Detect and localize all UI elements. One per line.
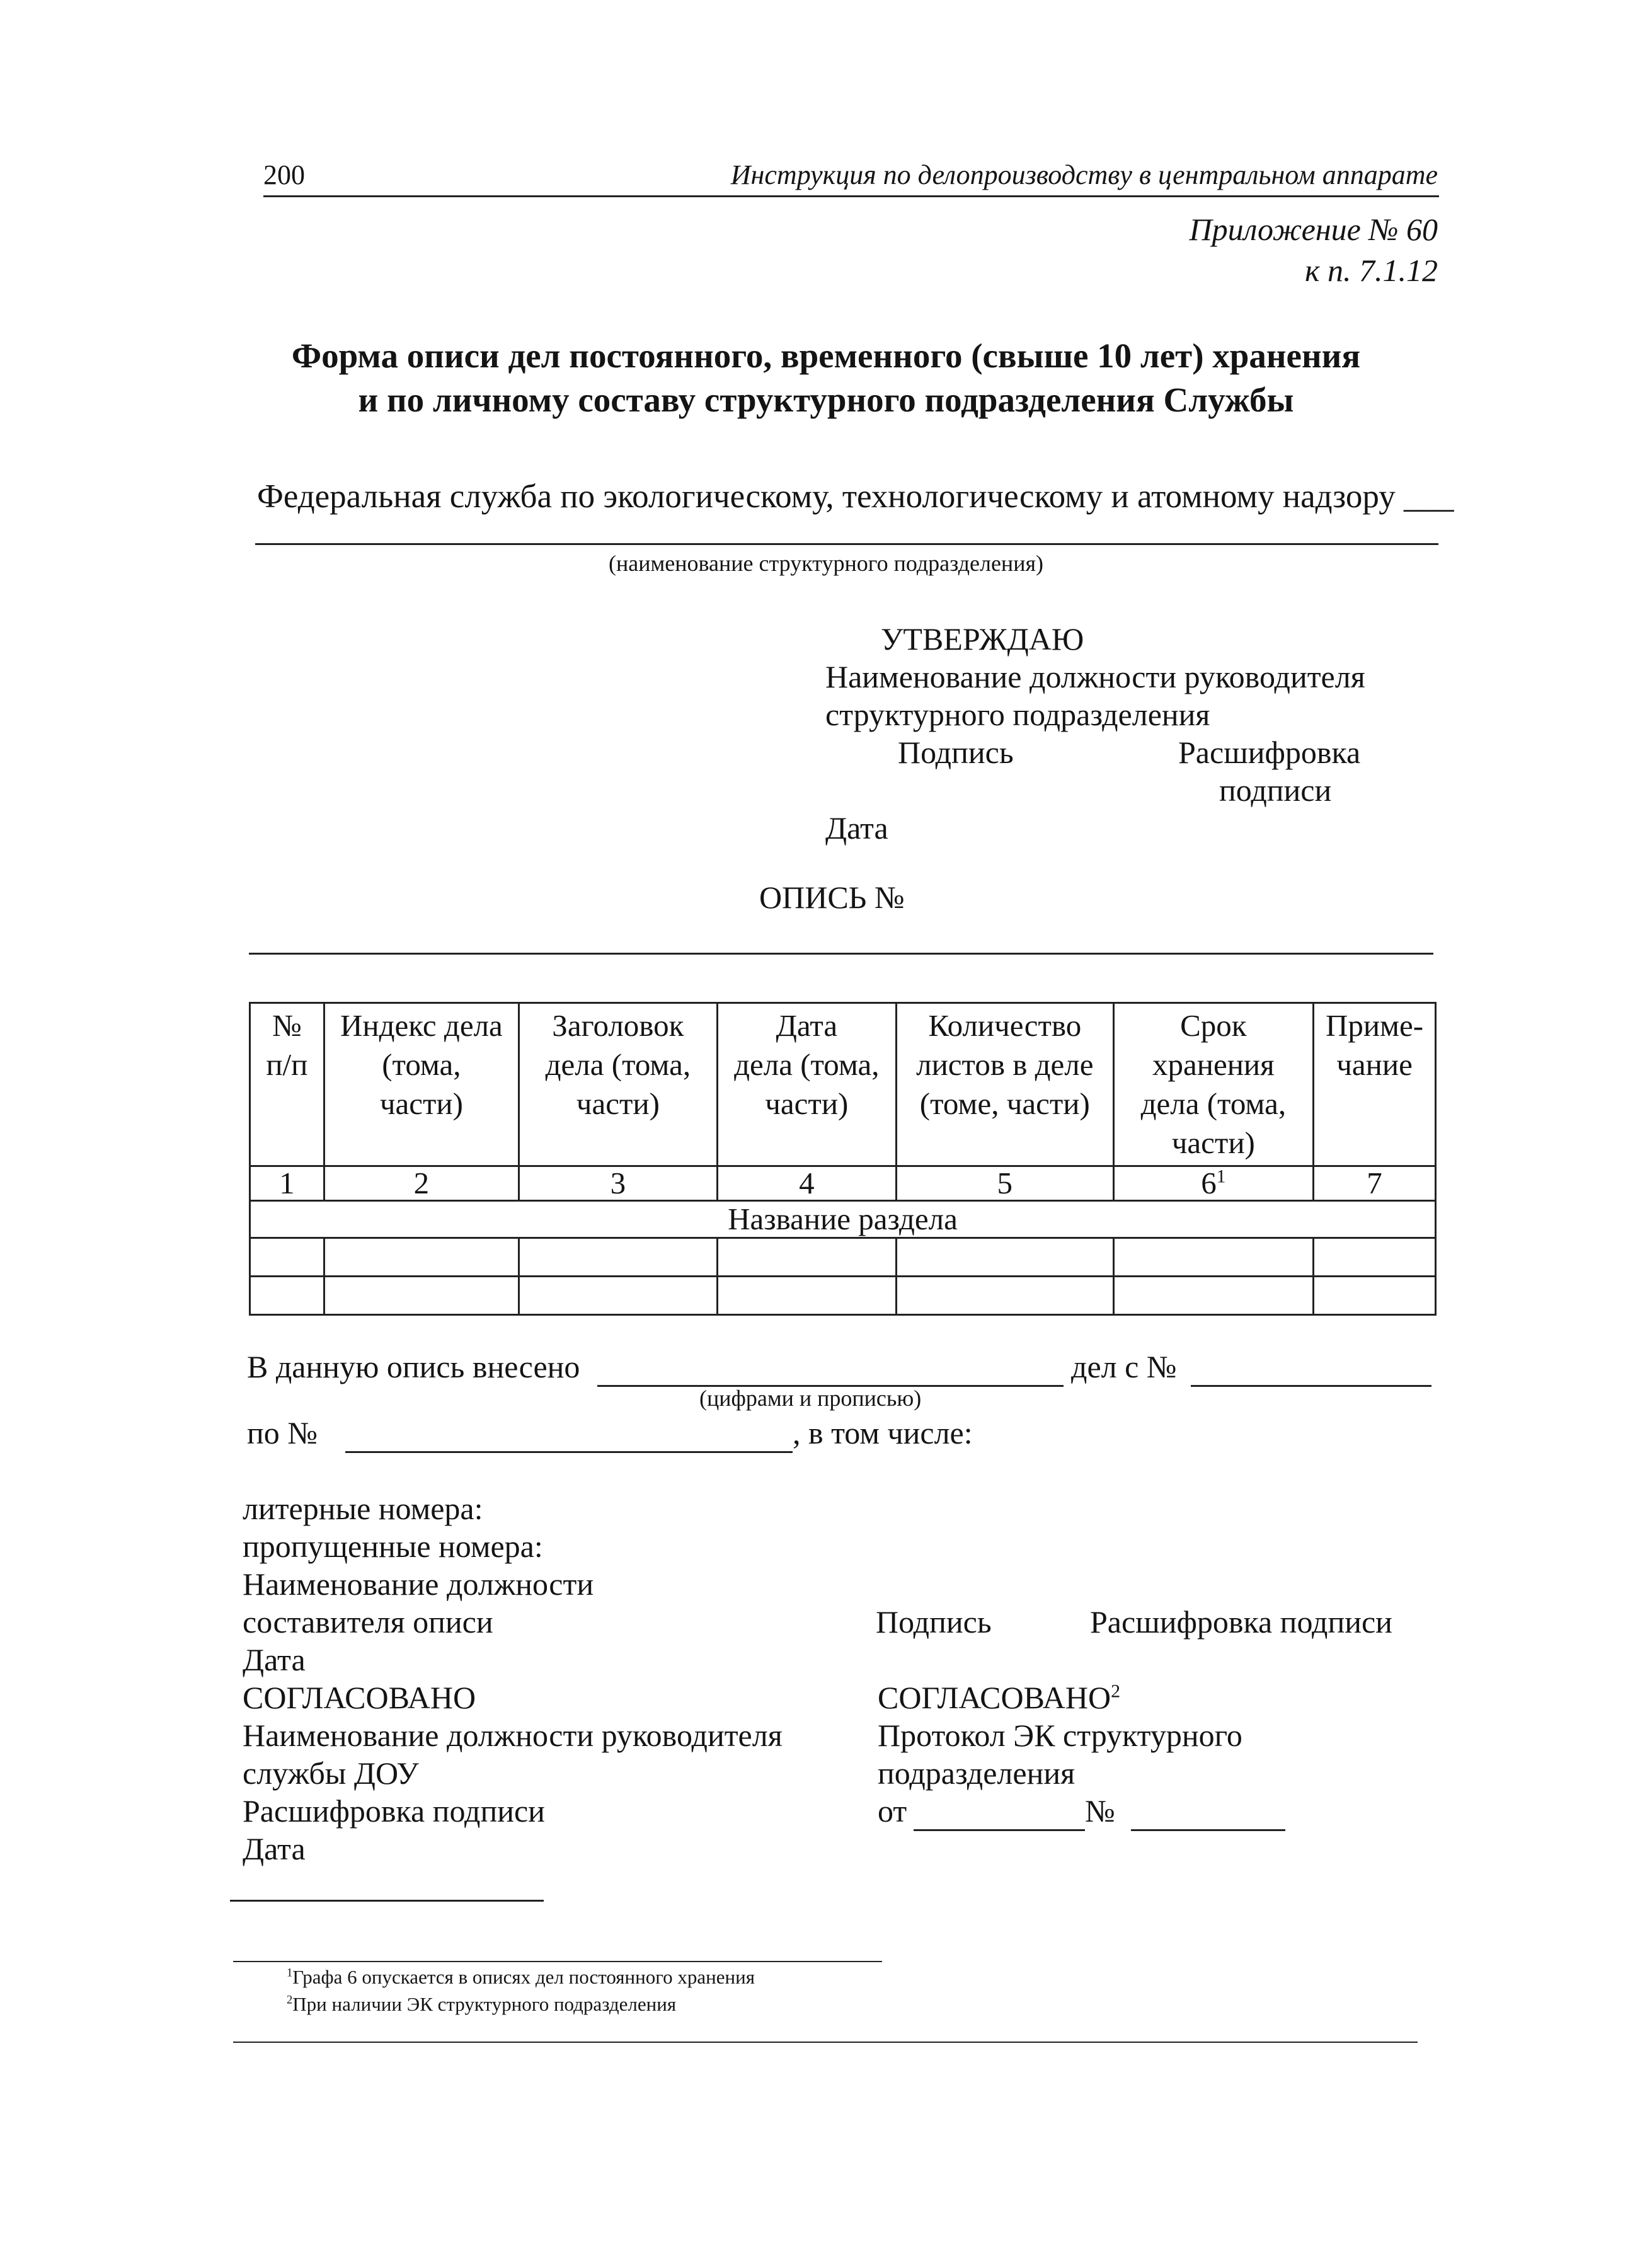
section-row: [250, 1201, 1436, 1238]
approve-heading: УТВЕРЖДАЮ: [881, 621, 1084, 657]
header-col-5-line: листов в деле: [916, 1047, 1094, 1082]
header-col-6-line: хранения: [1152, 1047, 1275, 1082]
agreed-left-line4: Дата: [243, 1831, 306, 1866]
compiler-signature-decode: Расшифровка подписи: [1090, 1604, 1392, 1640]
header-col-1-line: п/п: [266, 1047, 308, 1082]
table-cell: [250, 1277, 324, 1315]
header-col-1-line: №: [272, 1008, 302, 1043]
header-col-3-line: дела (тома,: [545, 1047, 691, 1082]
entered-label: В данную опись внесено: [247, 1349, 580, 1384]
compiler-date: Дата: [243, 1642, 306, 1677]
footnote-mark: 2: [1111, 1680, 1121, 1702]
header-col-2-line: Индекс дела: [340, 1008, 503, 1043]
header-col-2-line: части): [379, 1086, 463, 1121]
agreed-right-heading: СОГЛАСОВАНО: [878, 1680, 1111, 1715]
column-number: 4: [717, 1166, 896, 1201]
column-number: 2: [324, 1166, 519, 1201]
footnote-text: При наличии ЭК структурного подразделения: [292, 1993, 677, 2015]
agreed-right-number-label: №: [1085, 1793, 1115, 1829]
table-cell: [1113, 1238, 1313, 1277]
running-title: Инструкция по делопроизводству в центральном аппарате: [730, 159, 1438, 190]
column-number: 3: [519, 1166, 718, 1201]
column-number: 6: [1201, 1166, 1217, 1200]
header-col-5-line: (томе, части): [919, 1086, 1090, 1121]
cases-from-line: [1191, 1385, 1431, 1387]
including-label: , в том числе:: [793, 1415, 973, 1451]
inventory-table: [249, 1002, 1437, 1316]
compiler-signature: Подпись: [876, 1604, 992, 1640]
to-number-label: по №: [247, 1415, 318, 1451]
table-cell: [324, 1238, 519, 1277]
table-cell: [717, 1238, 896, 1277]
table-cell: [1314, 1277, 1436, 1315]
table-cell: [324, 1277, 519, 1315]
compiler-position-line1: Наименование должности: [243, 1566, 594, 1602]
header-col-2-line: (тома,: [382, 1047, 461, 1082]
table-cell: [1113, 1277, 1313, 1315]
header-col-4-line: дела (тома,: [734, 1047, 880, 1082]
approve-signature-decode-line2: подписи: [1219, 773, 1332, 808]
agreed-right-line1: Протокол ЭК структурного: [878, 1718, 1242, 1753]
table-cell: [897, 1238, 1114, 1277]
subdivision-caption: (наименование структурного подразделения): [608, 551, 1044, 576]
header-col-6-line: дела (тома,: [1140, 1086, 1287, 1121]
organization-name: Федеральная служба по экологическому, технологическому и атомному надзору ___: [257, 478, 1454, 515]
agreed-left-heading: СОГЛАСОВАНО: [243, 1680, 476, 1715]
document-title-line1: Форма описи дел постоянного, временного (свыше 10 лет) хранения: [291, 336, 1361, 375]
footnote-2: [287, 1993, 676, 2016]
footnote-mark: 1: [1216, 1166, 1226, 1187]
approve-date: Дата: [825, 810, 888, 846]
document-title-line2: и по личному составу структурного подразделения Службы: [358, 381, 1294, 419]
header-col-5: [897, 1003, 1114, 1166]
footnote-separator: [233, 1961, 882, 1962]
column-number: 5: [897, 1166, 1114, 1201]
agreed-left-line3: Расшифровка подписи: [243, 1793, 545, 1829]
header-col-4: [717, 1003, 896, 1166]
agreed-left-line1: Наименование должности руководителя: [243, 1718, 783, 1753]
table-cell: [717, 1277, 896, 1315]
bottom-rule: [233, 2042, 1418, 2043]
appendix-reference: к п. 7.1.12: [1305, 253, 1438, 288]
header-rule: [263, 195, 1439, 197]
footnote-1: [287, 1966, 755, 1989]
header-col-7-line: Приме-: [1325, 1008, 1424, 1043]
header-col-6: [1113, 1003, 1313, 1166]
agreed-right-number-line: [1131, 1829, 1285, 1831]
section-title: Название раздела: [250, 1201, 1436, 1238]
table-header-row: [250, 1003, 1436, 1166]
to-number-line: [345, 1451, 793, 1453]
appendix-number: Приложение № 60: [1189, 212, 1438, 247]
agreed-left-line2: службы ДОУ: [243, 1755, 419, 1791]
header-col-3: [519, 1003, 718, 1166]
footnote-mark: 2: [287, 1993, 293, 2007]
table-cell: [519, 1277, 718, 1315]
header-col-7: [1314, 1003, 1436, 1166]
agreed-right-date-line: [914, 1829, 1085, 1831]
missing-numbers: пропущенные номера:: [243, 1529, 543, 1564]
table-cell: [250, 1238, 324, 1277]
agreed-right-heading-wrap: [878, 1679, 1120, 1716]
header-col-2: [324, 1003, 519, 1166]
table-row: [250, 1277, 1436, 1315]
inventory-title: ОПИСЬ №: [759, 880, 905, 915]
subdivision-line: [255, 543, 1438, 545]
header-col-4-line: части): [765, 1086, 849, 1121]
table-cell: [897, 1277, 1114, 1315]
approve-signature: Подпись: [898, 735, 1014, 770]
letter-numbers: литерные номера:: [243, 1491, 483, 1526]
column-number: 1: [250, 1166, 324, 1201]
table-cell: [519, 1238, 718, 1277]
agreed-right-from-label: от: [878, 1793, 907, 1829]
header-col-3-line: части): [576, 1086, 660, 1121]
footnote-text: Графа 6 опускается в описях дел постоянного хранения: [292, 1966, 755, 1988]
column-number-row: [250, 1166, 1436, 1201]
header-col-3-line: Заголовок: [552, 1008, 684, 1043]
approve-signature-decode-line1: Расшифровка: [1178, 735, 1361, 770]
agreed-right-line2: подразделения: [878, 1755, 1076, 1791]
table-cell: [1314, 1238, 1436, 1277]
inventory-title-line: [249, 953, 1433, 955]
header-col-4-line: Дата: [776, 1008, 838, 1043]
compiler-position-line2: составителя описи: [243, 1604, 493, 1640]
approve-position-line2: структурного подразделения: [825, 697, 1210, 732]
column-number-6: [1113, 1166, 1313, 1201]
header-col-5-line: Количество: [928, 1008, 1082, 1043]
agreed-left-signature-line: [230, 1900, 544, 1902]
table-row: [250, 1238, 1436, 1277]
approve-position-line1: Наименование должности руководителя: [825, 659, 1365, 694]
header-col-6-line: части): [1171, 1125, 1255, 1160]
header-col-7-line: чание: [1336, 1047, 1413, 1082]
page-number: 200: [263, 159, 305, 190]
column-number: 7: [1314, 1166, 1436, 1201]
entered-caption: (цифрами и прописью): [699, 1386, 922, 1411]
footnote-mark: 1: [287, 1966, 293, 1980]
header-col-6-line: Срок: [1180, 1008, 1247, 1043]
cases-from-label: дел с №: [1071, 1349, 1177, 1384]
header-col-1: [250, 1003, 324, 1166]
